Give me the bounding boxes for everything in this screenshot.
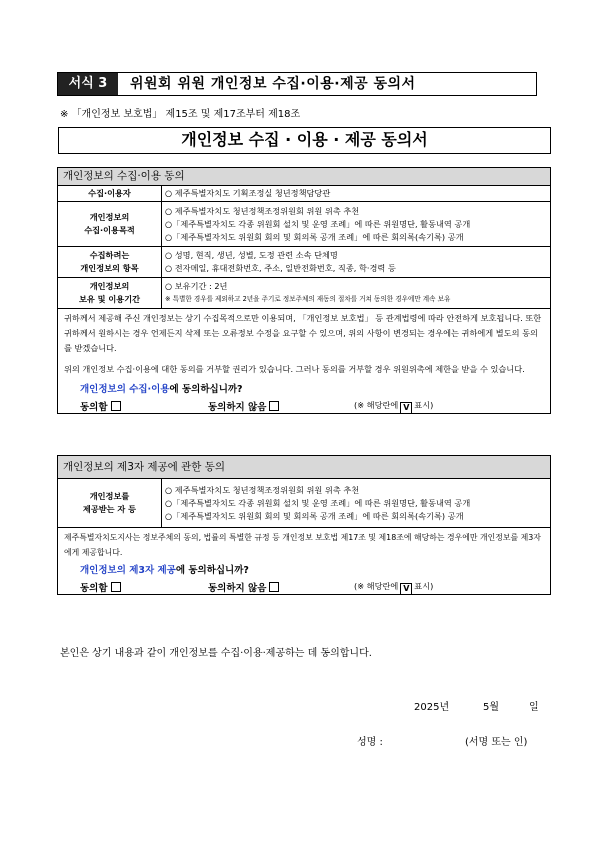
section-heading: 개인정보의 제3자 제공에 관한 동의 — [58, 456, 550, 479]
date-day: 일 — [529, 702, 539, 713]
value-line: ○ 전자메일, 휴대전화번호, 주소, 일반전화번호, 직종, 학·경력 등 — [165, 263, 396, 273]
disagree-checkbox[interactable] — [269, 582, 279, 592]
legal-basis-note: ※ 「개인정보 보호법」 제15조 및 제17조부터 제18조 — [60, 109, 301, 120]
consent-question — [58, 383, 550, 397]
date-year: 2025년 — [414, 702, 450, 713]
row-label: 수집·이용자 — [58, 186, 162, 202]
table-row — [58, 278, 550, 309]
disagree-option[interactable] — [208, 399, 279, 413]
form-title: 위원회 위원 개인정보 수집·이용·제공 동의서 — [130, 76, 416, 92]
value-line: ○ 제주특별자치도 청년정책조정위원회 위원 위촉 추천 — [165, 484, 360, 495]
mark-note-prefix: (※ 해당란에 — [354, 400, 399, 410]
value-line: ○ 성명, 현직, 생년, 성별, 도정 관련 소속 단체명 — [165, 250, 338, 260]
table-row — [58, 479, 550, 528]
signature-note: (서명 또는 인) — [465, 737, 528, 748]
agree-checkbox[interactable] — [111, 401, 121, 411]
disagree-label: 동의하지 않음 — [208, 583, 267, 594]
document-title: 개인정보 수집 · 이용 · 제공 동의서 — [58, 127, 551, 154]
mark-note-suffix: 표시) — [414, 400, 434, 410]
question-highlight: 개인정보의 수집·이용 — [80, 384, 170, 395]
value-line: ○「제주특별자치도 각종 위원회 설치 및 운영 조례」에 따른 위원명단, 활동내역 공개 — [165, 218, 471, 229]
agree-checkbox[interactable] — [111, 582, 121, 592]
question-text: 에 동의하십니까? — [175, 565, 249, 576]
consent-choices — [58, 397, 550, 413]
refusal-paragraph: 위의 개인정보 수집·이용에 대한 동의를 거부할 권리가 있습니다. 그러나 동의를 거부할 경우 위원위촉에 제한을 받을 수 있습니다. — [64, 364, 525, 374]
check-example-icon: V — [400, 583, 412, 595]
row-value — [162, 202, 551, 247]
row-label: 개인정보의 수집·이용목적 — [58, 202, 162, 247]
table-row — [58, 186, 550, 202]
third-party-paragraph: 제주특별자치도지사는 정보주체의 동의, 법률의 특별한 규정 등 개인정보 보호법 제17조 및 제18조에 해당하는 경우에만 개인정보를 제3자에게 제공합니다. — [64, 533, 541, 557]
mark-instruction — [354, 400, 433, 414]
question-highlight: 개인정보의 제3자 제공 — [80, 565, 176, 576]
form-number-tag: 서식 3 — [58, 73, 118, 95]
collection-consent-section — [57, 167, 551, 414]
mark-instruction — [354, 581, 433, 595]
table-row — [58, 202, 550, 247]
privacy-paragraph: 귀하께서 제공해 주신 개인정보는 상기 수집목적으로만 이용되며, 「개인정보 보호법」 등 관계법령에 따라 안전하게 보호됩니다. 또한 귀하께서 원하시는 경우 언제든지 삭제 또는 오류정보 수정을 요구할 수 있으며, 위의 사항이 변경되는 경우에는 귀하에게 별도의 동의를 받겠습니다. — [64, 313, 542, 353]
agree-label: 동의함 — [80, 583, 108, 594]
disagree-label: 동의하지 않음 — [208, 402, 267, 413]
row-value — [162, 186, 551, 202]
agree-option[interactable] — [80, 399, 121, 413]
value-line: ○「제주특별자치도 위원회 회의 및 회의록 공개 조례」에 따른 회의록(속기록) 공개 — [165, 231, 464, 242]
third-party-table — [58, 479, 550, 528]
value-line: ○「제주특별자치도 각종 위원회 설치 및 운영 조례」에 따른 위원명단, 활동내역 공개 — [165, 497, 471, 508]
disagree-option[interactable] — [208, 580, 279, 594]
disagree-checkbox[interactable] — [269, 401, 279, 411]
row-value — [162, 479, 551, 528]
value-line: ○ 보유기간 : 2년 — [165, 281, 228, 291]
table-row — [58, 247, 550, 278]
question-text: 에 동의하십니까? — [169, 384, 243, 395]
row-label: 개인정보의 보유 및 이용기간 — [58, 278, 162, 309]
row-value — [162, 247, 551, 278]
value-line: ○「제주특별자치도 위원회 회의 및 회의록 공개 조례」에 따른 회의록(속기록) 공개 — [165, 510, 464, 521]
final-consent-statement: 본인은 상기 내용과 같이 개인정보를 수집·이용·제공하는 데 동의합니다. — [60, 648, 372, 659]
consent-choices — [58, 578, 550, 594]
check-example-icon: V — [400, 402, 412, 414]
form-header — [57, 72, 537, 96]
third-party-consent-section — [57, 455, 551, 595]
value-line: ○ 제주특별자치도 기획조정실 청년정책담당관 — [165, 188, 331, 198]
collection-info-table — [58, 186, 550, 309]
consent-question — [58, 564, 550, 578]
mark-note-suffix: 표시) — [414, 581, 434, 591]
agree-label: 동의함 — [80, 402, 108, 413]
value-line: ※ 특별한 경우를 제외하고 2년을 주기로 정보주체의 재동의 절차를 거쳐 동의한 경우에만 계속 보유 — [165, 295, 451, 303]
agree-option[interactable] — [80, 580, 121, 594]
row-value — [162, 278, 551, 309]
signature-label: 성명 : — [357, 737, 383, 748]
date-month: 5월 — [483, 702, 500, 713]
row-label: 수집하려는 개인정보의 항목 — [58, 247, 162, 278]
mark-note-prefix: (※ 해당란에 — [354, 581, 399, 591]
value-line: ○ 제주특별자치도 청년정책조정위원회 위원 위촉 추천 — [165, 205, 360, 216]
section-heading: 개인정보의 수집·이용 동의 — [58, 168, 550, 186]
row-label: 개인정보를 제공받는 자 등 — [58, 479, 162, 528]
